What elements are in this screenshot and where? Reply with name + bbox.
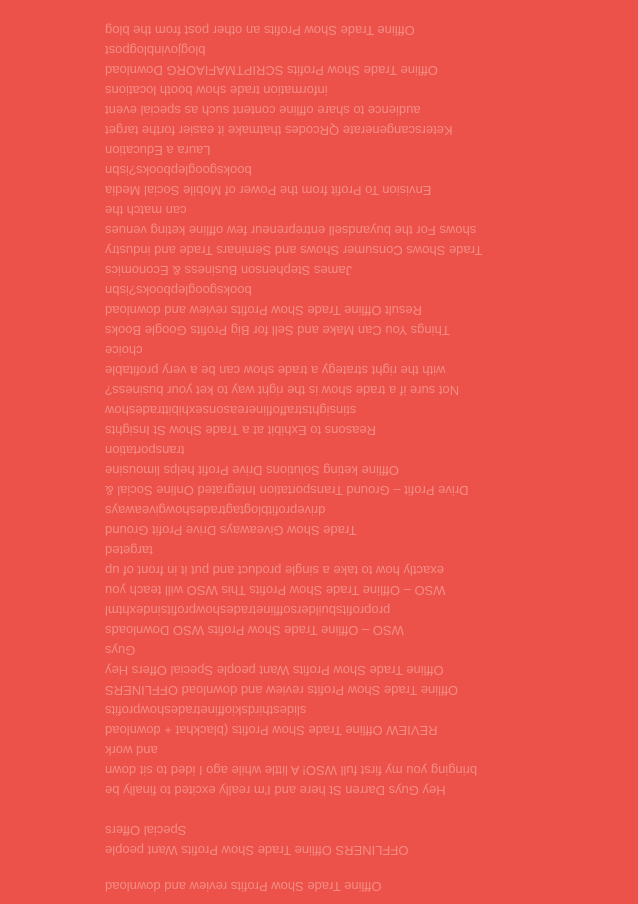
text-line: proprofitsbuildersofflinetradeshowprofitsindexhtml [105,603,391,618]
text-line: Hey Guys Darren St here and I'm really excited to finally be [105,783,446,798]
text-line: booksgooglepbooks?isbn [105,163,252,178]
text-line: and work [105,743,158,758]
text-line: Result Offline Trade Show Profits review and download [105,303,422,318]
text-line: James Stephenson Business & Economics [105,263,353,278]
text-line: Offline Trade Show Profits an other post from the blog [105,23,415,38]
text-line: Trade Shows Consumer Shows and Seminars Trade and industry [105,243,483,258]
text-line: Offline Trade Show Profits review and download [105,879,382,894]
text-line: blogjovinblogpost [105,43,206,58]
text-line: Trade Show Giveaways Drive Profit Ground [105,523,357,538]
text-line: Laura a Education [105,143,211,158]
text-line: can match the [105,203,187,218]
text-line: WSO – Offline Trade Show Profits This WSO will teach you [105,583,446,598]
text-line: audience to share offline content such as special event [105,103,421,118]
text-line: Offline keting Solutions Drive Profit helps limousine [105,463,399,478]
text-line: Not sure if a trade show is the right way to ket your business? [105,383,460,398]
text-line: booksgooglepbooks?isbn [105,283,252,298]
text-line: information trade show booth locations [105,83,328,98]
text-line: Offline Trade Show Profits review and download OFFLINERS [105,683,459,698]
text-line: Special Offers [105,823,187,838]
text-line: Reasons to Exhibit at a Trade Show St Insights [105,423,376,438]
text-line: REVIEW Offline Trade Show Profits (blackhat + download [105,723,438,738]
text-line: stinsightstraffoflinereasonsexhibittradeshow [105,403,357,418]
text-line: Offline Trade Show Profits SCRIPTMAFIAORG Download [105,63,438,78]
text-line: shows For the buyandsell entrepreneur few offline keting venues [105,223,477,238]
text-line: targeted [105,543,153,558]
text-line: slidesthirdskioffinetradeshowprofits [105,703,307,718]
text-line: transportation [105,443,185,458]
text-line: driveprofitblogtagtradeshowgiveaways [105,503,326,518]
text-line: with the right strategy a trade show can be a very profitable [105,363,446,378]
text-line: Keterscangenerate QRcodes thatmake it easier forthe target [105,123,453,138]
text-line: Things You Can Make and Sell for Big Profits Google Books [105,323,450,338]
text-line: Guys [105,643,136,658]
text-line: bringing you my first full WSO! A little while ago I ided to sit down [105,763,478,778]
text-line: Drive Profit – Ground Transportation Integrated Online Social & [105,483,469,498]
text-line: OFFLINERS Offline Trade Show Profits Want people [105,843,409,858]
text-line: WSO – Offline Trade Show Profits WSO Downloads [105,623,404,638]
text-line: Offline Trade Show Profits Want people Special Offers Hey [105,663,444,678]
text-line: Envision To Profit from the Power of Mobile Social Media [105,183,432,198]
text-line: choice [105,343,143,358]
text-line: exactly how to take a single product and put it in front of up [105,563,444,578]
